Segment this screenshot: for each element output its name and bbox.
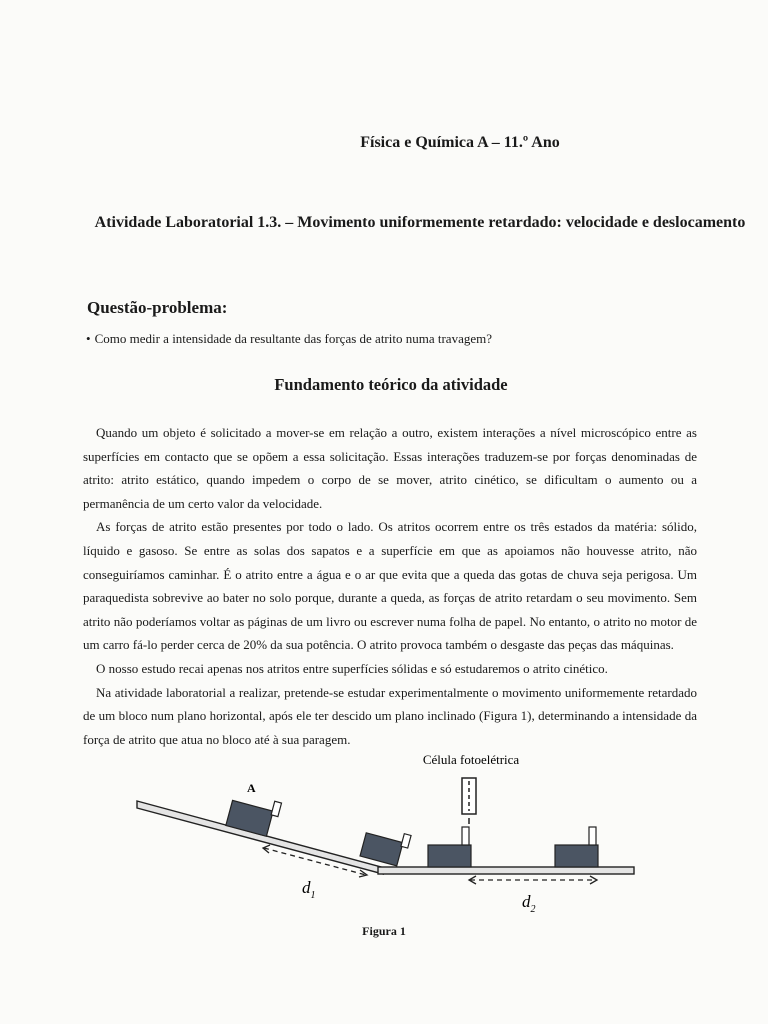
d2-arrow — [469, 876, 597, 884]
photocell-icon — [462, 778, 476, 824]
block-bottom-incline — [360, 824, 411, 867]
theory-paragraph: Na atividade laboratorial a realizar, pretende-se estudar experimentalmente o movimento uniformemente retardado de um bloco num plano horizontal, após ele ter descido um plano inclinado (Figura 1), determinando a intensidade da força de atrito que atua no bloco até à sua paragem. — [83, 684, 697, 747]
theory-heading: Fundamento teórico da atividade — [274, 375, 508, 394]
theory-paragraph: O nosso estudo recai apenas nos atritos entre superfícies sólidas e só estudaremos o atrito cinético. — [96, 660, 608, 676]
block-a-label: A — [247, 781, 256, 795]
d2-label: $d_2$ — [522, 892, 536, 915]
photocell-label: Célula fotoelétrica — [422, 752, 520, 767]
block-photocell — [428, 827, 471, 867]
figure-caption: Figura 1 — [362, 924, 406, 938]
bullet-icon: • — [86, 331, 91, 346]
block-stopped — [555, 827, 598, 867]
question-problem-heading: Questão-problema: — [87, 298, 228, 317]
question-bullet — [86, 331, 492, 347]
theory-body — [83, 421, 697, 751]
activity-title: Atividade Laboratorial 1.3. – Movimento uniformemente retardado: velocidade e deslocamento — [94, 214, 746, 231]
horizontal-plane — [378, 867, 634, 874]
theory-paragraph: Quando um objeto é solicitado a mover-se em relação a outro, existem interações a nível microscópico entre as superfícies em contacto que se opõem a essa solicitação. Essas interações traduzem-se por forças denominadas de atrito: atrito estático, quando impedem o corpo de se mover, atrito cinético, se dificultam o aumento ou a permanência de um certo valor da velocidade. — [83, 425, 697, 511]
theory-paragraph: As forças de atrito estão presentes por todo o lado. Os atritos ocorrem entre os três estados da matéria: sólido, líquido e gasoso. Se entre as solas dos sapatos e a superfície em que as apoiamos não houvesse atrito, não conseguiríamos caminhar. É o atrito entre a água e o ar que evita que a queda das gotas de chuva seja perigosa. Um paraquedista sobrevive ao bater no solo porque, durante a queda, as forças de atrito retardam o seu movimento. Sem atrito não poderíamos voltar as páginas de um livro ou escrever numa folha de papel. No entanto, o atrito no motor de um carro fá-lo perder cerca de 20% da sua potência. O atrito provoca também o desgaste das peças das máquinas. — [83, 519, 697, 653]
course-header: Física e Química A – 11.º Ano — [360, 134, 560, 151]
question-text: Como medir a intensidade da resultante das forças de atrito numa travagem? — [94, 331, 493, 346]
d1-label: $d_1$ — [302, 878, 316, 901]
